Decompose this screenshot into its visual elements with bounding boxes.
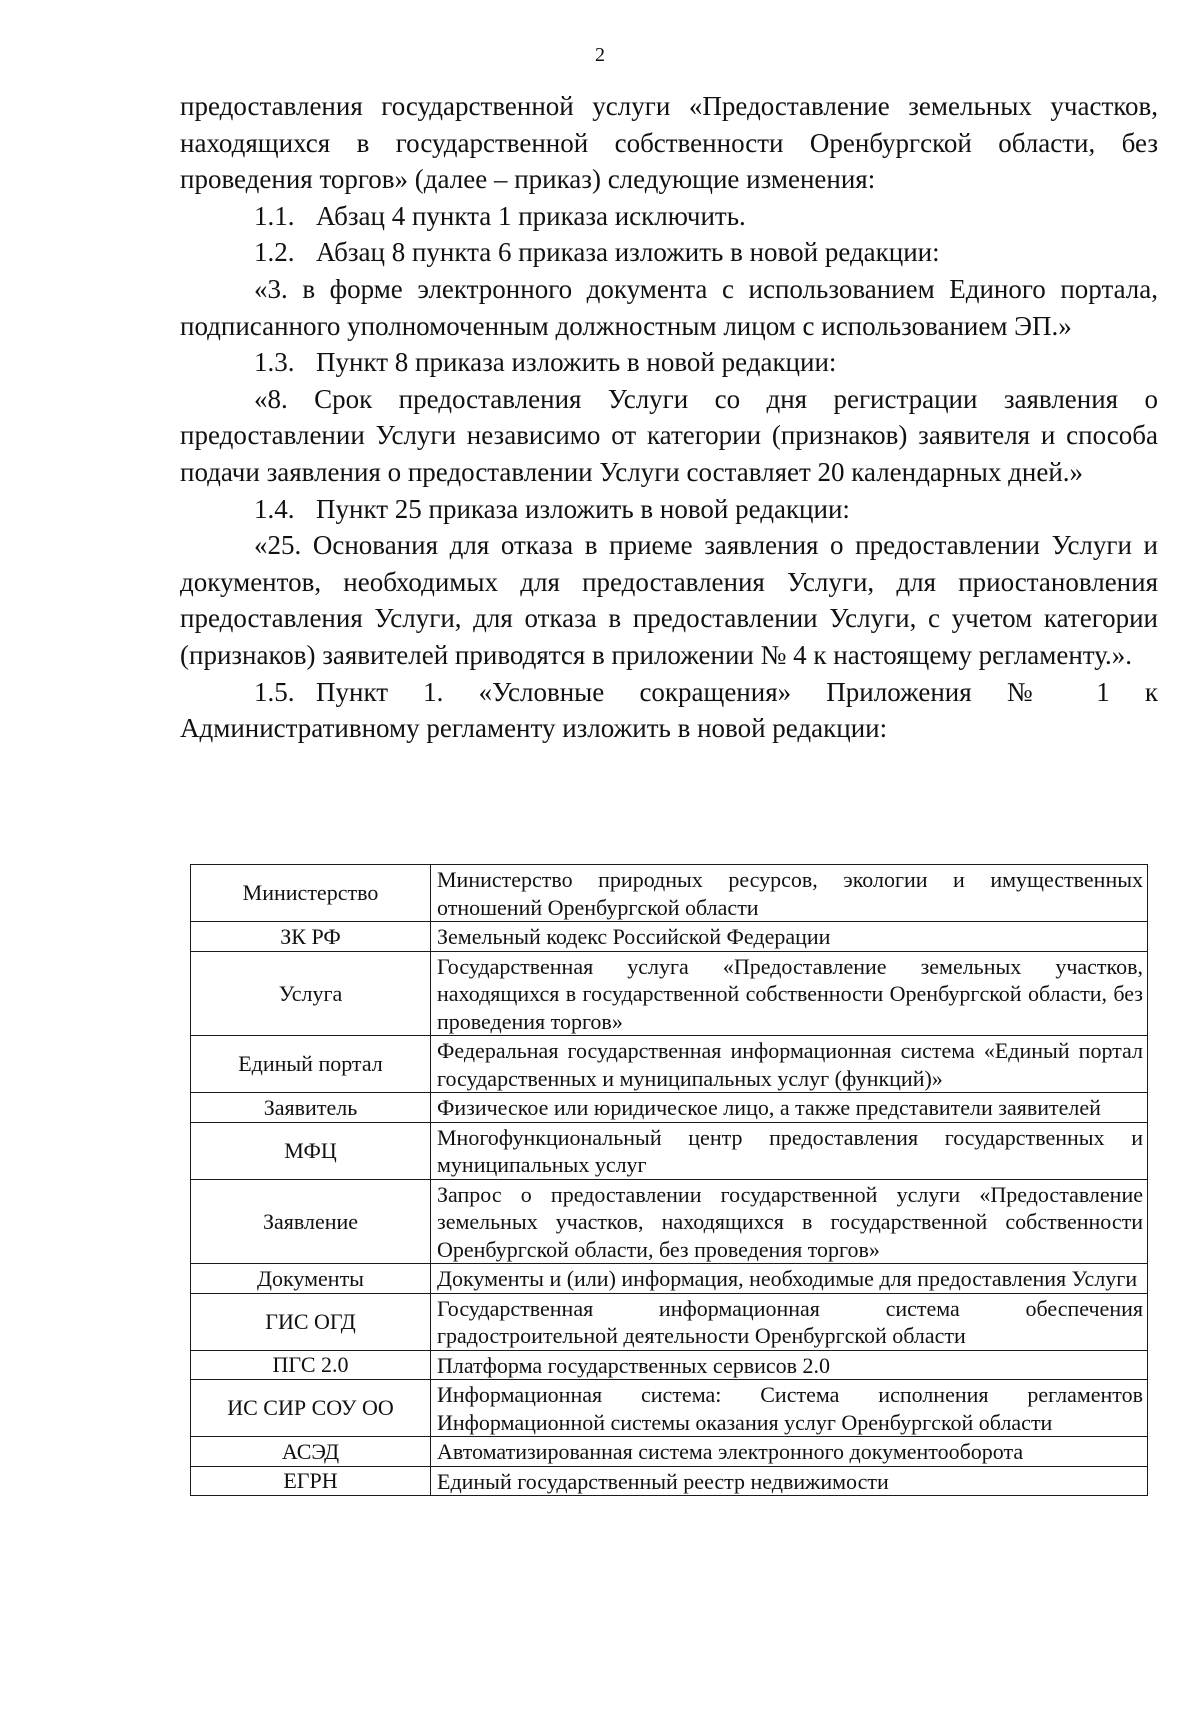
item-number: 1.4.	[254, 493, 295, 524]
table-row	[191, 1036, 1148, 1093]
table-row	[191, 1122, 1148, 1179]
abbreviation-definition: Информационная система: Система исполнения регламентов Информационной системы оказания услуг Оренбургской области	[431, 1380, 1148, 1437]
abbreviation-term: Заявление	[191, 1179, 431, 1264]
paragraph-intro: предоставления государственной услуги «Предоставление земельных участков, находящихся в государственной собственности Оренбургской области, без проведения торгов» (далее – приказ) следующие изменения:	[180, 91, 1158, 195]
item-text: Пункт 8 приказа изложить в новой редакции:	[316, 347, 837, 378]
item-number: 1.2.	[254, 237, 295, 268]
abbreviation-term: Единый портал	[191, 1036, 431, 1093]
table-row	[191, 922, 1148, 952]
abbreviation-term: ГИС ОГД	[191, 1293, 431, 1350]
abbreviation-definition: Многофункциональный центр предоставления государственных и муниципальных услуг	[431, 1122, 1148, 1179]
quote-paragraph-8: «8. Срок предоставления Услуги со дня регистрации заявления о предоставлении Услуги независимо от категории (признаков) заявителя и способа подачи заявления о предоставлении Услуги составляет 20 календарных дней.»	[180, 383, 1158, 487]
list-item-1-5	[180, 674, 1158, 711]
list-item-1-2	[180, 234, 1158, 271]
abbreviation-definition: Федеральная государственная информационная система «Единый портал государственных и муниципальных услуг (функций)»	[431, 1036, 1148, 1093]
abbreviation-definition: Платформа государственных сервисов 2.0	[431, 1350, 1148, 1380]
item-text-line-1: Пункт 1. «Условные сокращения» Приложения № 1 к	[316, 676, 1158, 707]
item-number: 1.5.	[254, 676, 295, 707]
table-row	[191, 1466, 1148, 1496]
abbreviation-term: Заявитель	[191, 1093, 431, 1123]
abbreviation-definition: Земельный кодекс Российской Федерации	[431, 922, 1148, 952]
abbreviation-definition: Физическое или юридическое лицо, а также представители заявителей	[431, 1093, 1148, 1123]
abbreviations-table	[190, 864, 1148, 1496]
document-body	[180, 88, 1158, 747]
abbreviation-definition: Министерство природных ресурсов, экологии и имущественных отношений Оренбургской области	[431, 865, 1148, 922]
table-row	[191, 1293, 1148, 1350]
abbreviation-term: ЕГРН	[191, 1466, 431, 1496]
table-row	[191, 1437, 1148, 1467]
abbreviation-definition: Государственная информационная система обеспечения градостроительной деятельности Оренбургской области	[431, 1293, 1148, 1350]
quote-paragraph-25: «25. Основания для отказа в приеме заявления о предоставлении Услуги и документов, необходимых для предоставления Услуги, для приостановления предоставления Услуги, для отказа в предоставлении Услуги, с учетом категории (признаков) заявителей приводятся в приложении № 4 к настоящему регламенту.».	[180, 530, 1158, 670]
table-row	[191, 865, 1148, 922]
list-item-1-1	[180, 198, 1158, 235]
table-row	[191, 1093, 1148, 1123]
abbreviation-definition: Государственная услуга «Предоставление земельных участков, находящихся в государственной собственности Оренбургской области, без проведения торгов»	[431, 951, 1148, 1036]
item-text: Пункт 25 приказа изложить в новой редакции:	[316, 493, 850, 524]
abbreviation-term: МФЦ	[191, 1122, 431, 1179]
page-number: 2	[595, 44, 605, 66]
table-row	[191, 1350, 1148, 1380]
abbreviation-definition: Единый государственный реестр недвижимости	[431, 1466, 1148, 1496]
list-item-1-3	[180, 344, 1158, 381]
abbreviation-definition: Запрос о предоставлении государственной услуги «Предоставление земельных участков, находящихся в государственной собственности Оренбургской области, без проведения торгов»	[431, 1179, 1148, 1264]
table-row	[191, 951, 1148, 1036]
table-row	[191, 1380, 1148, 1437]
item-number: 1.3.	[254, 347, 295, 378]
abbreviation-term: Министерство	[191, 865, 431, 922]
abbreviation-term: Документы	[191, 1264, 431, 1294]
abbreviation-term: АСЭД	[191, 1437, 431, 1467]
abbreviation-definition: Документы и (или) информация, необходимые для предоставления Услуги	[431, 1264, 1148, 1294]
table-row	[191, 1264, 1148, 1294]
table-row	[191, 1179, 1148, 1264]
list-item-1-4	[180, 491, 1158, 528]
abbreviation-definition: Автоматизированная система электронного документооборота	[431, 1437, 1148, 1467]
abbreviation-term: ИС СИР СОУ ОО	[191, 1380, 431, 1437]
abbreviation-term: ПГС 2.0	[191, 1350, 431, 1380]
item-number: 1.1.	[254, 200, 295, 231]
abbreviation-term: Услуга	[191, 951, 431, 1036]
abbreviation-term: ЗК РФ	[191, 922, 431, 952]
list-item-1-5-continuation: Административному регламенту изложить в новой редакции:	[180, 713, 888, 744]
quote-paragraph-3: «3. в форме электронного документа с использованием Единого портала, подписанного уполномоченным должностным лицом с использованием ЭП.»	[180, 273, 1158, 341]
item-text: Абзац 4 пункта 1 приказа исключить.	[316, 200, 746, 231]
item-text: Абзац 8 пункта 6 приказа изложить в новой редакции:	[316, 237, 940, 268]
